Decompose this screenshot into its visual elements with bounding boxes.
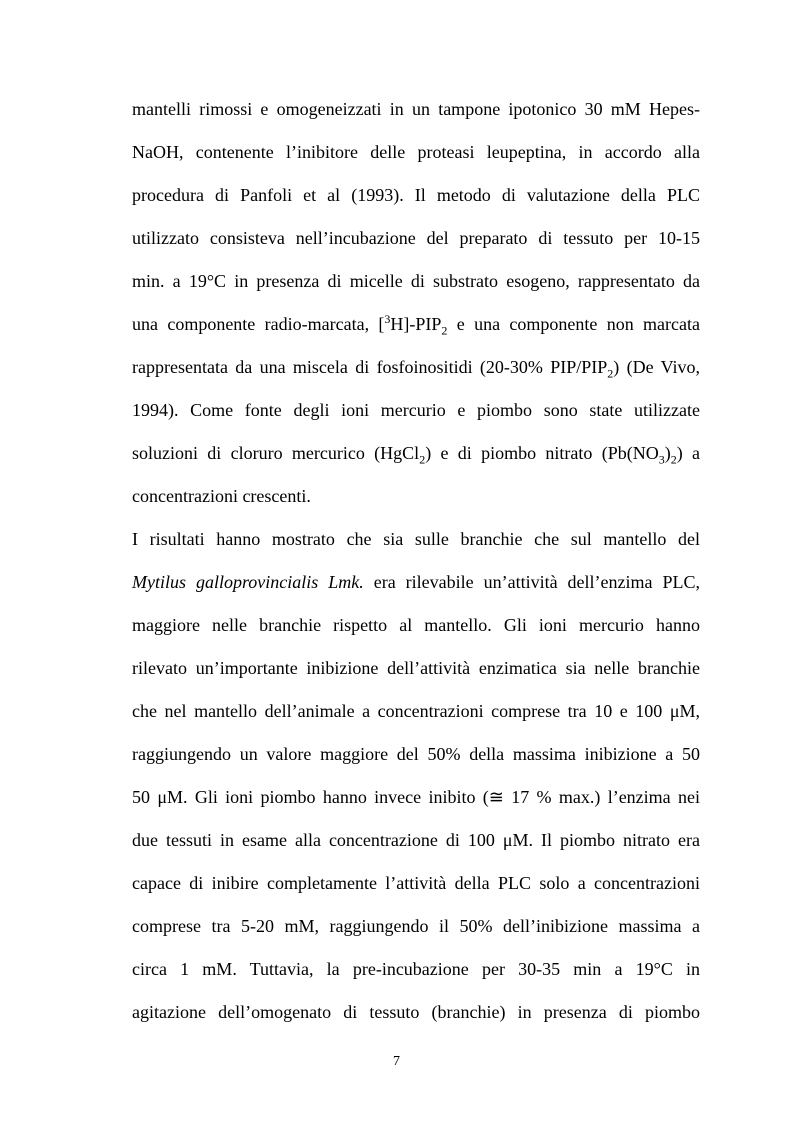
text-line: concentrazioni crescenti.: [132, 486, 311, 506]
text-line: circa 1 mM. Tuttavia, la pre-incubazione per 30-35 min a 19°C in: [132, 959, 700, 979]
text-line: agitazione dell’omogenato di tessuto (branchie) in presenza di piombo: [132, 1002, 700, 1022]
text-line: procedura di Panfoli et al (1993). Il metodo di valutazione della PLC: [132, 185, 700, 205]
text-line: due tessuti in esame alla concentrazione di 100 μM. Il piombo nitrato era: [132, 830, 700, 850]
text-line: mantelli rimossi e omogeneizzati in un tampone ipotonico 30 mM Hepes-: [132, 99, 700, 119]
text-line: 1994). Come fonte degli ioni mercurio e piombo sono state utilizzate: [132, 400, 700, 420]
text-line: comprese tra 5-20 mM, raggiungendo il 50% dell’inibizione massima a: [132, 916, 700, 936]
species-name: Mytilus galloprovincialis Lmk.: [132, 572, 364, 592]
text-line: min. a 19°C in presenza di micelle di substrato esogeno, rappresentato da: [132, 271, 700, 291]
text-line: maggiore nelle branchie rispetto al mantello. Gli ioni mercurio hanno: [132, 615, 700, 635]
page-number: 7: [393, 1054, 400, 1069]
text-line: capace di inibire completamente l’attività della PLC solo a concentrazioni: [132, 873, 700, 893]
text-line: che nel mantello dell’animale a concentrazioni comprese tra 10 e 100 μM,: [132, 701, 700, 721]
text-line: 50 μM. Gli ioni piombo hanno invece inibito (≅ 17 % max.) l’enzima nei: [132, 787, 700, 807]
text-line: rappresentata da una miscela di fosfoinositidi (20-30% PIP/$PIP_2$) (De Vivo,: [132, 357, 700, 381]
text-line: rilevato un’importante inibizione dell’attività enzimatica sia nelle branchie: [132, 658, 700, 678]
text-line: NaOH, contenente l’inibitore delle proteasi leupeptina, in accordo alla: [132, 142, 700, 162]
text-line: raggiungendo un valore maggiore del 50% della massima inibizione a 50: [132, 744, 700, 764]
text-line: utilizzato consisteva nell’incubazione del preparato di tessuto per 10-15: [132, 228, 700, 248]
document-body: [132, 88, 700, 1034]
text-line: una componente radio-marcata, $[^3H]-PIP_2$ e una componente non marcata: [132, 312, 701, 338]
text-line: soluzioni di cloruro mercurico (HgCl$_2$) e di piombo nitrato $(Pb(NO_3)_2)$ a: [132, 443, 701, 467]
text-line: Mytilus galloprovincialis Lmk. era rilevabile un’attività dell’enzima PLC,: [132, 572, 700, 592]
text-line: I risultati hanno mostrato che sia sulle branchie che sul mantello del: [132, 529, 700, 549]
